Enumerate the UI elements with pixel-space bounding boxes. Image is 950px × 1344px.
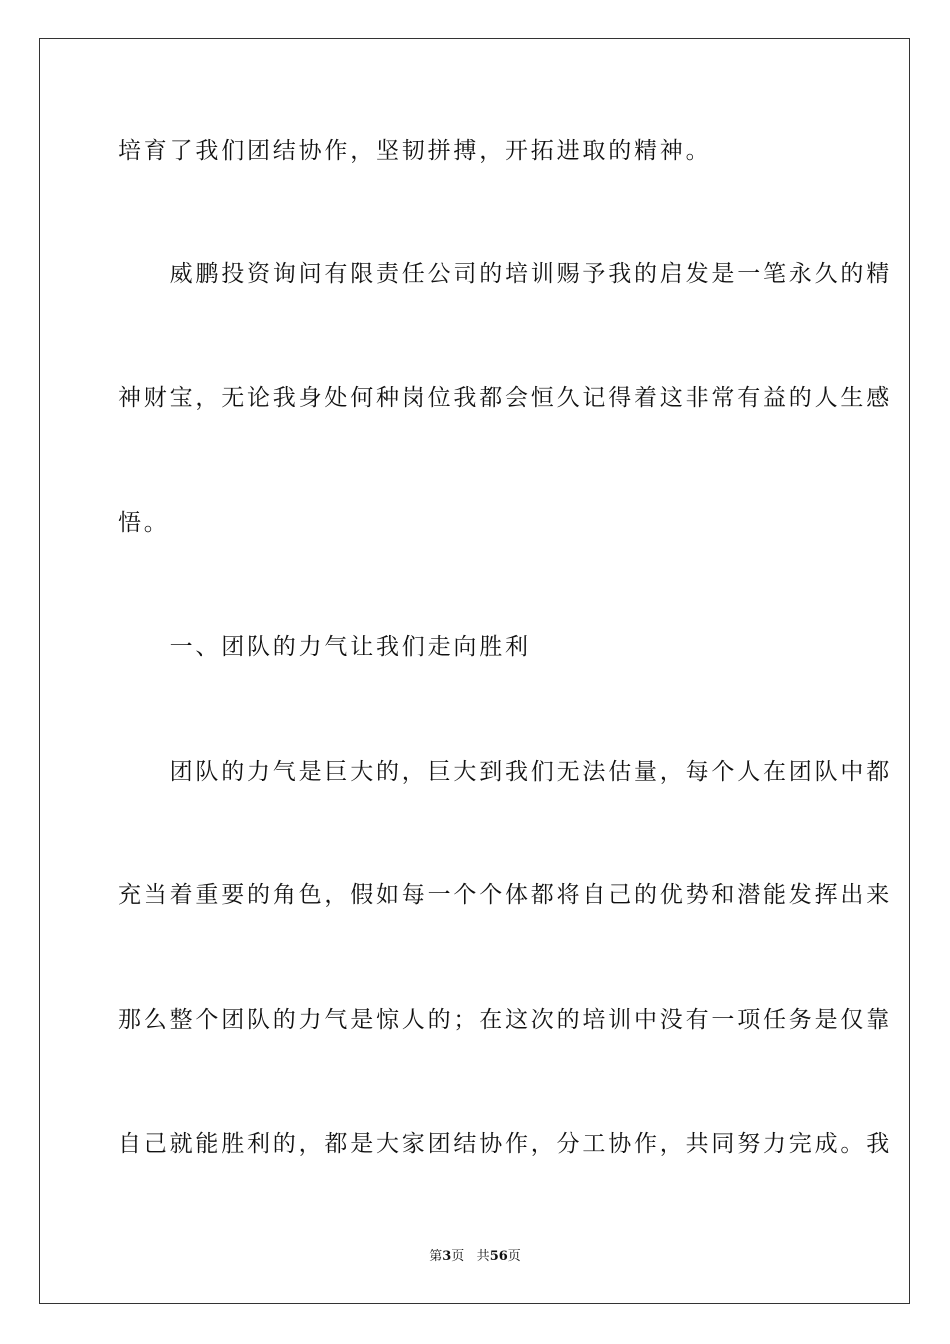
section-heading: 一、团队的力气让我们走向胜利: [118, 634, 531, 660]
text-line-7: 充当着重要的角色，假如每一个个体都将自己的优势和潜能发挥出来: [118, 882, 892, 908]
page-number: 3: [442, 1249, 452, 1264]
page-prefix: 第: [429, 1249, 443, 1264]
total-suffix: 页: [507, 1249, 521, 1264]
text-line-6: 团队的力气是巨大的，巨大到我们无法估量，每个人在团队中都: [118, 759, 892, 785]
text-line-1: 培育了我们团结协作，坚韧拼搏，开拓进取的精神。: [118, 138, 712, 164]
text-line-9: 自己就能胜利的，都是大家团结协作，分工协作，共同努力完成。我: [118, 1131, 892, 1157]
total-pages: 56: [489, 1249, 508, 1264]
page-border: [39, 38, 910, 1304]
page-suffix: 页: [451, 1249, 465, 1264]
text-line-2: 威鹏投资询问有限责任公司的培训赐予我的启发是一笔永久的精: [118, 261, 892, 287]
text-line-8: 那么整个团队的力气是惊人的；在这次的培训中没有一项任务是仅靠: [118, 1007, 892, 1033]
page-footer: [0, 1248, 950, 1266]
text-line-3: 神财宝，无论我身处何种岗位我都会恒久记得着这非常有益的人生感: [118, 385, 892, 411]
text-line-4: 悟。: [118, 510, 170, 536]
total-prefix: 共: [476, 1249, 490, 1264]
